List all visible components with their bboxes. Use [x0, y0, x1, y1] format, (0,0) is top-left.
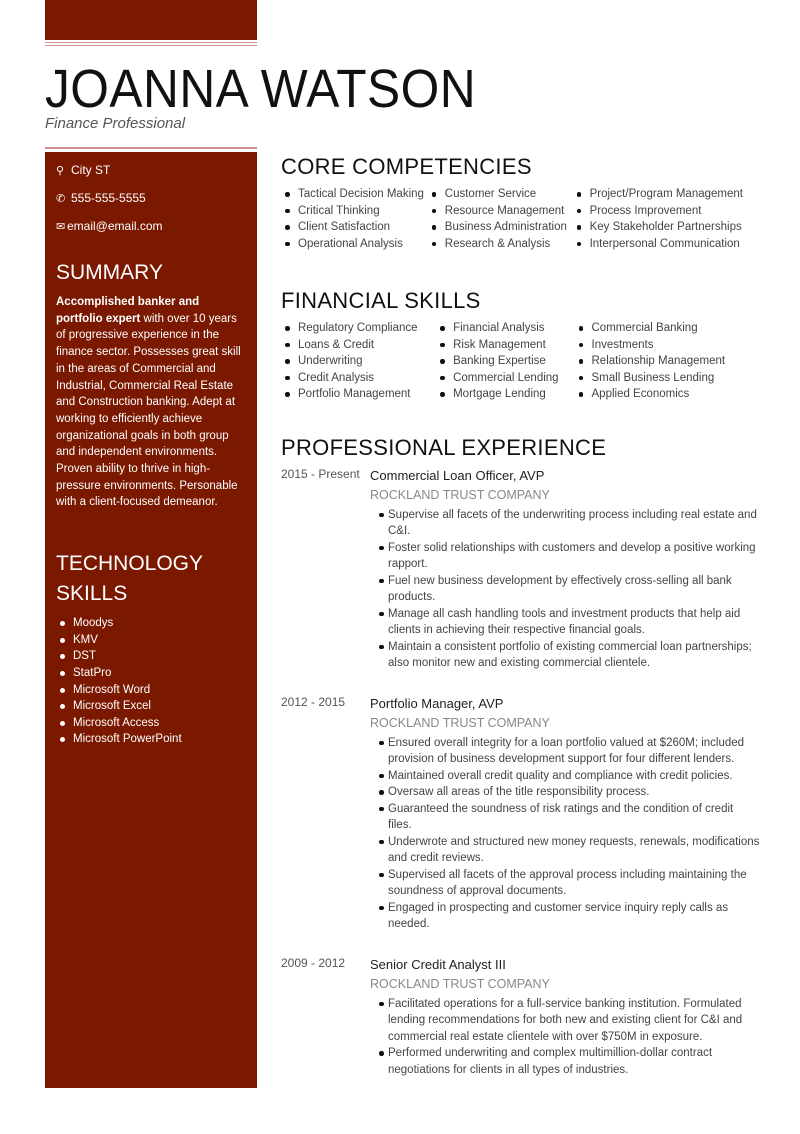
- job-bullets: [375, 507, 760, 672]
- tech-skill: Microsoft Word: [56, 682, 246, 699]
- skill-item: Business Administration: [428, 219, 573, 236]
- summary-text: [56, 294, 246, 511]
- header-band: [45, 0, 257, 40]
- candidate-name: JOANNA WATSON: [45, 59, 477, 119]
- core-list: [281, 186, 761, 252]
- skill-item: Risk Management: [436, 337, 574, 354]
- job-dates: 2012 - 2015: [281, 694, 346, 709]
- main-content: [281, 152, 761, 1078]
- financial-list: [281, 320, 761, 403]
- job-bullet: Foster solid relationships with customers and develop a positive working rapport.: [375, 540, 760, 573]
- job-entry: [281, 467, 761, 672]
- skill-item: Research & Analysis: [428, 236, 573, 253]
- tech-skill: DST: [56, 648, 246, 665]
- summary-highlight: Accomplished banker and portfolio expert: [56, 296, 200, 325]
- phone-text: 555-555-5555: [71, 191, 146, 205]
- job-bullet: Manage all cash handling tools and investment products that help aid clients in achieving their respective financial goals.: [375, 606, 760, 639]
- job-bullet: Oversaw all areas of the title responsibility process.: [375, 784, 760, 801]
- experience-heading: PROFESSIONAL EXPERIENCE: [281, 434, 607, 460]
- skill-column: [575, 320, 762, 403]
- job-bullet: Supervised all facets of the approval process including maintaining the soundness of approval documents.: [375, 867, 760, 900]
- location-text: City ST: [71, 163, 111, 177]
- skill-item: Key Stakeholder Partnerships: [573, 219, 761, 236]
- skill-item: Resource Management: [428, 203, 573, 220]
- tech-skill: Microsoft Access: [56, 715, 246, 732]
- skill-item: Commercial Lending: [436, 370, 574, 387]
- tech-skill: KMV: [56, 632, 246, 649]
- skill-column: [573, 186, 761, 252]
- skill-item: Process Improvement: [573, 203, 761, 220]
- divider: [45, 45, 257, 46]
- tech-skill: Microsoft Excel: [56, 698, 246, 715]
- job-bullet: Ensured overall integrity for a loan portfolio valued at $260M; included provision of business development support for four different lenders.: [375, 735, 760, 768]
- divider: [45, 42, 257, 43]
- job-bullet: Underwrote and structured new money requests, renewals, modifications and credit reviews.: [375, 834, 760, 867]
- contact-location: [56, 162, 246, 178]
- job-title: Senior Credit Analyst III: [370, 956, 506, 972]
- skill-item: Regulatory Compliance: [281, 320, 436, 337]
- skill-column: [281, 186, 428, 252]
- skill-column: [436, 320, 574, 403]
- tech-skill: StatPro: [56, 665, 246, 682]
- skill-item: Commercial Banking: [575, 320, 762, 337]
- summary-heading: SUMMARY: [56, 261, 163, 284]
- tech-heading: TECHNOLOGY SKILLS: [56, 552, 203, 606]
- map-pin-icon: ⚲: [56, 164, 65, 177]
- job-title: Commercial Loan Officer, AVP: [370, 467, 545, 483]
- company-name: ROCKLAND TRUST COMPANY: [370, 715, 550, 730]
- job-bullet: Maintain a consistent portfolio of existing commercial loan partnerships; also monitor new and existing commercial clientele.: [375, 639, 760, 672]
- job-bullet: Fuel new business development by effectively cross-selling all bank products.: [375, 573, 760, 606]
- skill-column: [428, 186, 573, 252]
- job-entry: [281, 956, 761, 1079]
- job-bullet: Performed underwriting and complex multimillion-dollar contract negotiations for clients in all types of industries.: [375, 1045, 760, 1078]
- phone-icon: ✆: [56, 192, 66, 205]
- job-bullet: Supervise all facets of the underwriting process including real estate and C&I.: [375, 507, 760, 540]
- skill-item: Loans & Credit: [281, 337, 436, 354]
- divider: [45, 147, 257, 149]
- skill-item: Banking Expertise: [436, 353, 574, 370]
- job-bullet: Facilitated operations for a full-service banking institution. Formulated lending recommendations for both new and existing client for C&I and commercial real estate clientele with over $750M in exposure.: [375, 996, 760, 1046]
- skill-item: Applied Economics: [575, 386, 762, 403]
- core-heading: CORE COMPETENCIES: [281, 154, 532, 179]
- skill-item: Project/Program Management: [573, 186, 761, 203]
- sidebar: [45, 152, 257, 1088]
- skill-item: Credit Analysis: [281, 370, 436, 387]
- job-bullet: Maintained overall credit quality and compliance with credit policies.: [375, 768, 760, 785]
- skill-item: Small Business Lending: [575, 370, 762, 387]
- candidate-title: Finance Professional: [45, 115, 186, 132]
- job-title: Portfolio Manager, AVP: [370, 695, 504, 711]
- skill-item: Tactical Decision Making: [281, 186, 428, 203]
- skill-item: Customer Service: [428, 186, 573, 203]
- summary-body: with over 10 years of progressive experience in the finance sector. Possesses great skill in the areas of Commercial and Industrial, Commercial Real Estate and Construction banking. Adept at working to efficiently achieve organizational goals in both group and independent environments. Proven ability to thrive in high-pressure environments. Personable with a client-focused demeanor.: [56, 312, 241, 509]
- company-name: ROCKLAND TRUST COMPANY: [370, 976, 550, 991]
- envelope-icon: ✉: [56, 220, 66, 233]
- job-bullet: Guaranteed the soundness of risk ratings and the condition of credit files.: [375, 801, 760, 834]
- skill-item: Portfolio Management: [281, 386, 436, 403]
- skill-item: Mortgage Lending: [436, 386, 574, 403]
- job-entry: [281, 695, 761, 933]
- experience-list: [281, 467, 761, 1079]
- job-bullets: [375, 996, 760, 1079]
- contact-phone: [56, 190, 246, 206]
- job-dates: 2015 - Present: [281, 466, 360, 481]
- financial-heading: FINANCIAL SKILLS: [281, 288, 481, 313]
- skill-item: Critical Thinking: [281, 203, 428, 220]
- skill-column: [281, 320, 436, 403]
- skill-item: Financial Analysis: [436, 320, 574, 337]
- skill-item: Operational Analysis: [281, 236, 428, 253]
- job-dates: 2009 - 2012: [281, 955, 346, 970]
- job-bullet: Engaged in prospecting and customer service inquiry reply calls as needed.: [375, 900, 760, 933]
- company-name: ROCKLAND TRUST COMPANY: [370, 487, 550, 502]
- skill-item: Underwriting: [281, 353, 436, 370]
- skill-item: Investments: [575, 337, 762, 354]
- tech-skill: Microsoft PowerPoint: [56, 731, 246, 748]
- email-link[interactable]: email@email.com: [67, 219, 163, 233]
- job-bullets: [375, 735, 760, 933]
- contact-email: [56, 218, 246, 234]
- tech-list: [56, 615, 246, 748]
- skill-item: Relationship Management: [575, 353, 762, 370]
- skill-item: Interpersonal Communication: [573, 236, 761, 253]
- tech-skill: Moodys: [56, 615, 246, 632]
- skill-item: Client Satisfaction: [281, 219, 428, 236]
